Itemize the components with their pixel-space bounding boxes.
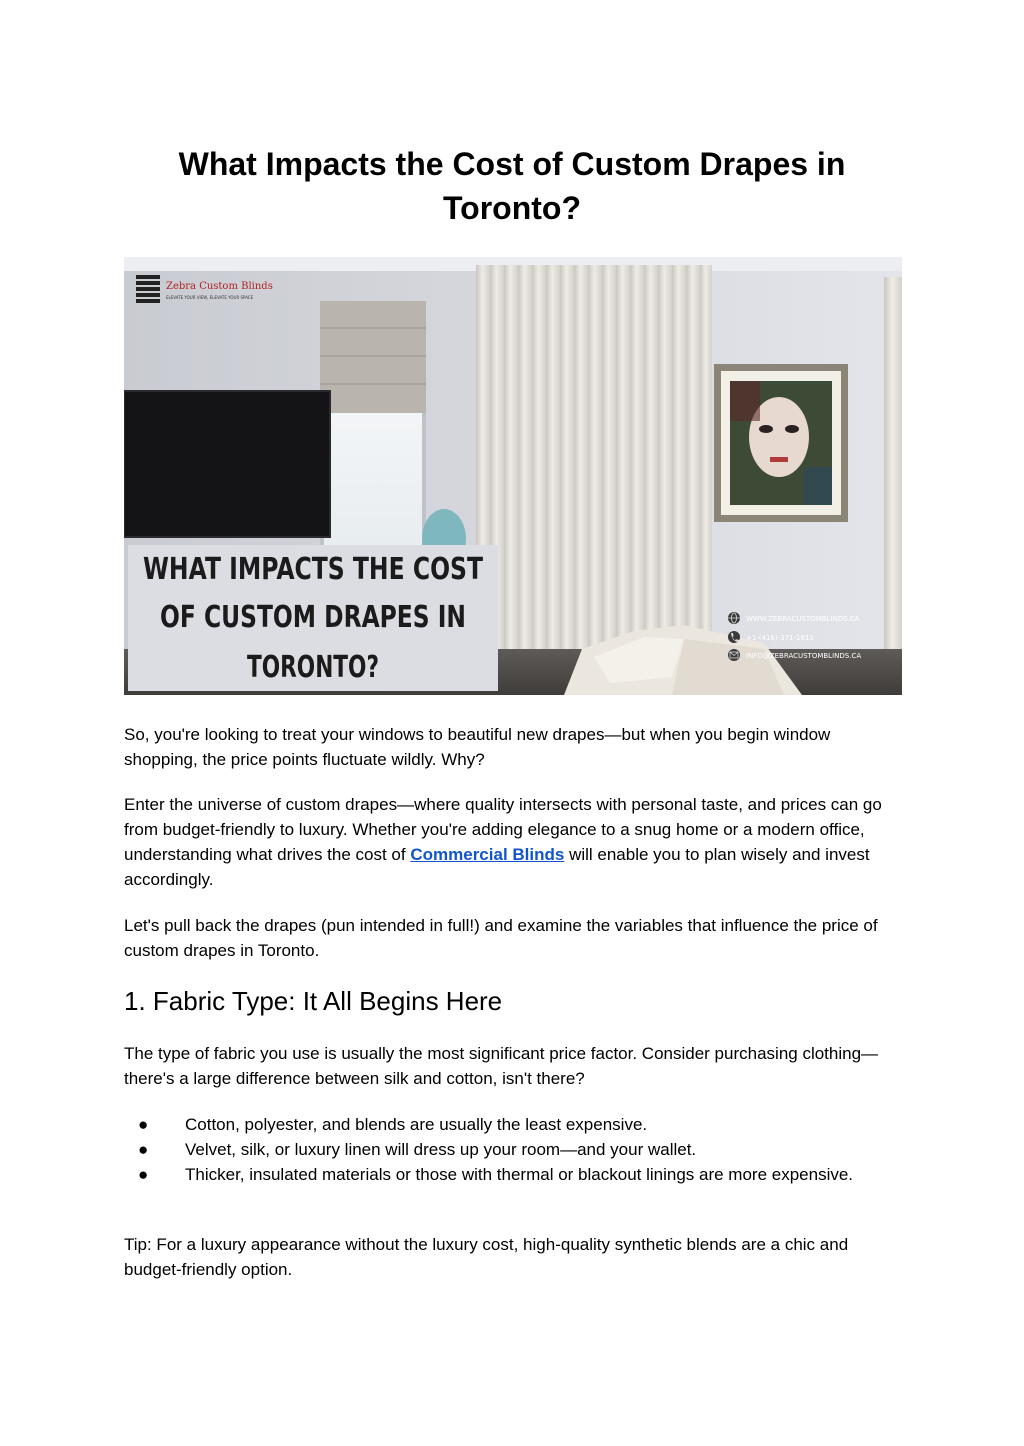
commercial-blinds-link[interactable]: Commercial Blinds — [410, 845, 565, 864]
brand-name: Zebra Custom Blinds — [166, 281, 273, 292]
list-item-text: Velvet, silk, or luxury linen will dress up your room—and your wallet. — [185, 1140, 697, 1159]
email-text: INFO@ZEBRACUSTOMBLINDS.CA — [746, 652, 862, 660]
phone-text: +1-(416)-371-1811 — [746, 634, 814, 642]
tv — [124, 391, 330, 537]
hero-image — [124, 257, 902, 695]
bullet-icon: ● — [138, 1165, 149, 1184]
paragraph-2-text-end: will enable you to plan wisely and invest accordingly. — [124, 845, 870, 889]
list-item-text: Cotton, polyester, and blends are usually the least expensive. — [185, 1115, 648, 1134]
page-title: What Impacts the Cost of Custom Drapes in Toronto? — [178, 146, 846, 226]
paragraph-3: Let's pull back the drapes (pun intended in full!) and examine the variables that influence the price of custom drapes in Toronto. — [124, 916, 878, 960]
headline-line-2: OF CUSTOM DRAPES IN — [160, 600, 466, 635]
list-item-text: Thicker, insulated materials or those with thermal or blackout linings are more expensive. — [185, 1165, 854, 1184]
framed-painting — [714, 364, 848, 522]
bullet-icon: ● — [138, 1115, 149, 1134]
list-item — [124, 1162, 904, 1187]
email-icon — [728, 649, 740, 661]
headline-line-3: TORONTO? — [247, 650, 379, 685]
paragraph-2-text-start: Enter the universe of custom drapes—where quality intersects with personal taste, and prices can go from budget-friendly to luxury. Whether you're adding elegance to a snug home or a modern office, understanding what drives the cost of — [124, 795, 882, 864]
globe-icon — [728, 612, 740, 624]
fabric-bullet-list — [124, 1112, 904, 1187]
list-item — [124, 1137, 904, 1162]
tip-paragraph: Tip: For a luxury appearance without the luxury cost, high-quality synthetic blends are a chic and budget-friendly option. — [124, 1235, 849, 1279]
bullet-icon: ● — [138, 1140, 149, 1159]
list-item — [124, 1112, 904, 1137]
headline-line-1: WHAT IMPACTS THE COST — [143, 552, 484, 587]
paragraph-2 — [124, 792, 904, 892]
section-heading-fabric-type: 1. Fabric Type: It All Begins Here — [124, 986, 503, 1016]
website-text: WWW.ZEBRACUSTOMBLINDS.CA — [746, 615, 860, 623]
intro-paragraph: So, you're looking to treat your windows to beautiful new drapes—but when you begin window shopping, the price points fluctuate wildly. Why? — [124, 725, 831, 769]
section-1-paragraph: The type of fabric you use is usually the most significant price factor. Consider purchasing clothing—there's a large difference between silk and cotton, isn't there? — [124, 1044, 879, 1088]
brand-tagline: ELEVATE YOUR VIEW, ELEVATE YOUR SPACE — [166, 295, 254, 300]
phone-icon — [728, 631, 740, 643]
